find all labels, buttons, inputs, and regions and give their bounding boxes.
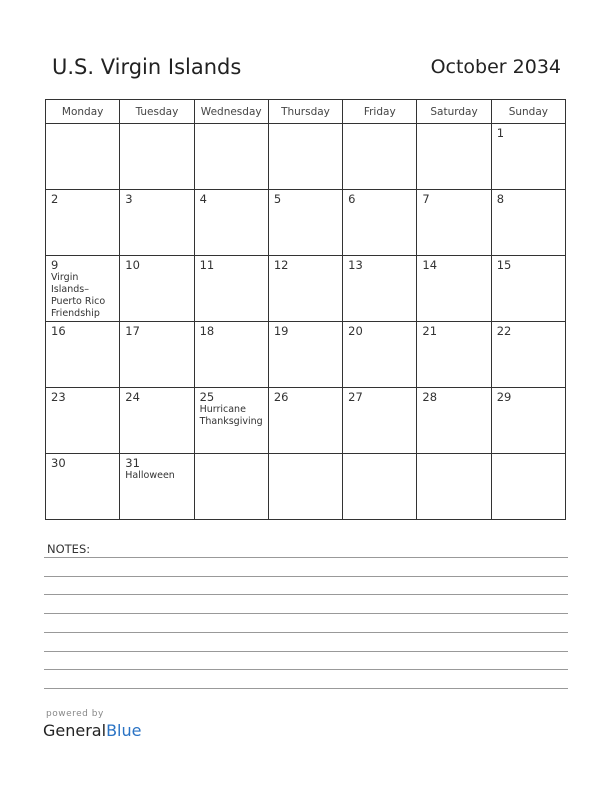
day-cell	[491, 124, 565, 190]
notes-line	[44, 632, 568, 633]
calendar-grid	[45, 99, 566, 520]
day-number: 29	[496, 390, 512, 404]
day-cell	[120, 190, 194, 256]
day-number: 2	[51, 192, 59, 206]
day-number: 17	[125, 324, 140, 338]
day-cell	[194, 190, 268, 256]
notes-line	[44, 594, 568, 595]
weekday-saturday: Saturday	[417, 100, 491, 124]
day-cell	[46, 256, 120, 322]
day-cell	[194, 256, 268, 322]
day-number	[46, 124, 119, 127]
day-number	[195, 124, 268, 127]
notes-line	[44, 651, 568, 652]
powered-by-text: powered by	[46, 709, 104, 719]
day-cell	[268, 190, 342, 256]
week-row	[46, 124, 566, 190]
day-number: 10	[125, 258, 140, 272]
weekday-thursday: Thursday	[268, 100, 342, 124]
day-cell	[343, 124, 417, 190]
day-number	[343, 124, 416, 127]
day-cell	[417, 454, 491, 520]
day-cell	[120, 256, 194, 322]
day-number	[343, 454, 416, 457]
day-number: 27	[348, 390, 363, 404]
day-cell	[343, 388, 417, 454]
day-cell	[417, 190, 491, 256]
day-cell	[268, 124, 342, 190]
day-number: 15	[496, 258, 512, 272]
weekday-wednesday: Wednesday	[194, 100, 268, 124]
day-number: 13	[348, 258, 363, 272]
day-cell	[120, 454, 194, 520]
day-number: 19	[273, 324, 289, 338]
day-number	[120, 124, 193, 127]
day-cell	[491, 256, 565, 322]
day-number: 6	[348, 192, 356, 206]
notes-line	[44, 557, 568, 558]
day-number: 1	[496, 126, 505, 140]
day-number: 8	[496, 192, 505, 206]
day-cell	[491, 388, 565, 454]
weekday-header-row	[46, 100, 566, 124]
notes-line	[44, 576, 568, 577]
holiday-label: Hurricane Thanksgiving	[199, 404, 263, 427]
week-row	[46, 322, 566, 388]
day-number: 4	[199, 192, 207, 206]
day-cell	[194, 388, 268, 454]
weekday-tuesday: Tuesday	[120, 100, 194, 124]
day-number: 18	[199, 324, 215, 338]
week-row	[46, 454, 566, 520]
holiday-label: Halloween	[125, 470, 175, 481]
day-number	[417, 124, 490, 127]
day-number: 12	[273, 258, 289, 272]
notes-line	[44, 688, 568, 689]
week-row	[46, 190, 566, 256]
day-number: 30	[51, 456, 66, 470]
day-number	[269, 454, 342, 457]
day-cell	[268, 388, 342, 454]
day-number: 25	[199, 390, 215, 404]
day-cell	[268, 454, 342, 520]
day-cell	[46, 190, 120, 256]
calendar-title: U.S. Virgin Islands	[52, 55, 242, 79]
generalblue-logo[interactable]	[43, 721, 141, 740]
week-row	[46, 256, 566, 322]
day-number: 7	[422, 192, 430, 206]
day-cell	[491, 454, 565, 520]
day-cell	[268, 322, 342, 388]
day-cell	[194, 454, 268, 520]
notes-line	[44, 613, 568, 614]
notes-line	[44, 669, 568, 670]
day-number: 31	[125, 456, 140, 470]
day-cell	[491, 190, 565, 256]
weekday-friday: Friday	[343, 100, 417, 124]
day-cell	[46, 454, 120, 520]
day-number: 14	[422, 258, 438, 272]
calendar-month: October 2034	[430, 56, 561, 78]
day-number: 5	[273, 192, 282, 206]
day-cell	[194, 124, 268, 190]
day-number: 28	[422, 390, 438, 404]
day-number: 23	[51, 390, 66, 404]
day-cell	[120, 124, 194, 190]
holiday-label: Virgin Islands–Puerto Rico Friendship	[51, 272, 106, 319]
day-cell	[120, 388, 194, 454]
brand-blue: Blue	[106, 721, 142, 740]
day-cell	[120, 322, 194, 388]
day-number: 24	[125, 390, 140, 404]
day-cell	[417, 322, 491, 388]
week-row	[46, 388, 566, 454]
day-number: 21	[422, 324, 438, 338]
day-cell	[417, 124, 491, 190]
day-number	[417, 454, 490, 457]
day-cell	[343, 256, 417, 322]
day-number: 3	[125, 192, 133, 206]
day-cell	[46, 388, 120, 454]
day-number: 26	[273, 390, 289, 404]
day-cell	[491, 322, 565, 388]
day-number: 16	[51, 324, 66, 338]
day-number	[269, 124, 342, 127]
day-number: 11	[199, 258, 215, 272]
day-number	[492, 454, 565, 457]
day-cell	[343, 454, 417, 520]
day-number: 22	[496, 324, 512, 338]
day-cell	[343, 190, 417, 256]
day-cell	[417, 388, 491, 454]
day-number: 9	[51, 258, 59, 272]
day-number	[195, 454, 268, 457]
brand-general: General	[43, 721, 107, 740]
day-cell	[268, 256, 342, 322]
day-cell	[194, 322, 268, 388]
day-cell	[46, 124, 120, 190]
day-number: 20	[348, 324, 363, 338]
day-cell	[46, 322, 120, 388]
day-cell	[343, 322, 417, 388]
weekday-monday: Monday	[46, 100, 120, 124]
weekday-sunday: Sunday	[491, 100, 565, 124]
day-cell	[417, 256, 491, 322]
notes-label: NOTES:	[47, 542, 91, 556]
